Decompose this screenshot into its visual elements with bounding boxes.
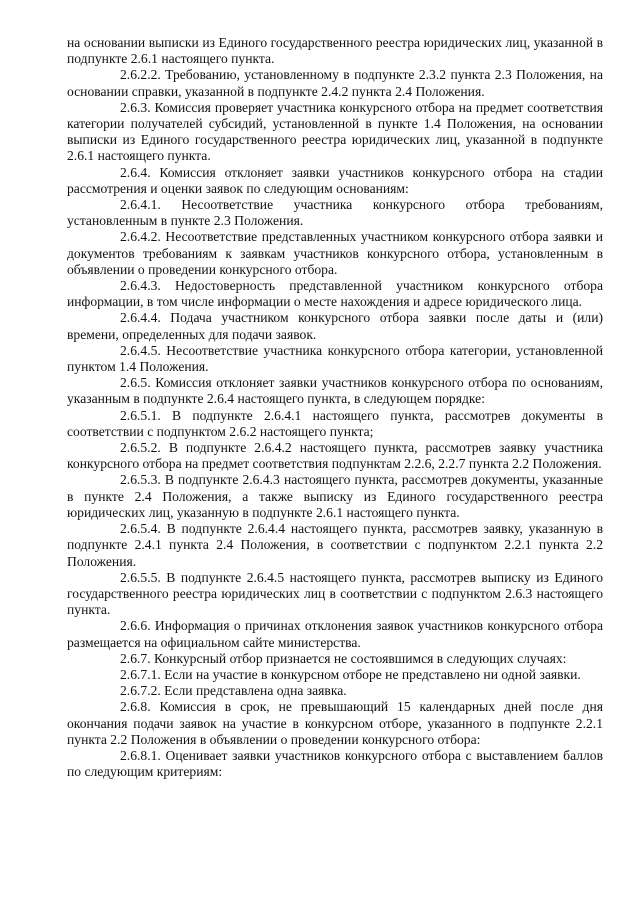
paragraph: 2.6.5.3. В подпункте 2.6.4.3 настоящего пункта, рассмотрев документы, указанные в пункте 2.4 Положения, а также выписку из Единого государственного реестра юридических лиц, указанную в подпункте 2.6.1 настоящего пункта. <box>67 472 603 520</box>
paragraph: 2.6.4. Комиссия отклоняет заявки участников конкурсного отбора на стадии рассмотрения и оценки заявок по следующим основаниям: <box>67 164 603 196</box>
paragraph: 2.6.6. Информация о причинах отклонения заявок участников конкурсного отбора размещается на официальном сайте министерства. <box>67 618 603 650</box>
paragraph: на основании выписки из Единого государственного реестра юридических лиц, указанной в подпункте 2.6.1 настоящего пункта. <box>67 35 603 67</box>
paragraph: 2.6.4.5. Несоответствие участника конкурсного отбора категории, установленной пунктом 1.4 Положения. <box>67 342 603 375</box>
paragraph: 2.6.4.1. Несоответствие участника конкурсного отбора требованиям, установленным в пункте 2.3 Положения. <box>67 197 603 229</box>
paragraph: 2.6.8. Комиссия в срок, не превышающий 15 календарных дней после дня окончания подачи заявок на участие в конкурсном отборе, указанного в подпункте 2.2.1 пункта 2.2 Положения в объявлении о проведении конкурсного отбора: <box>67 699 603 747</box>
paragraph: 2.6.5.1. В подпункте 2.6.4.1 настоящего пункта, рассмотрев документы в соответствии с подпунктом 2.6.2 настоящего пункта; <box>67 407 603 439</box>
paragraph: 2.6.4.2. Несоответствие представленных участником конкурсного отбора заявки и документов требованиям к заявкам участников конкурсного отбора, установленным в объявлении о проведении конкурсного отбора. <box>67 229 603 277</box>
paragraph: 2.6.5.2. В подпункте 2.6.4.2 настоящего пункта, рассмотрев заявку участника конкурсного отбора на предмет соответствия подпунктам 2.2.6, 2.2.7 пункта 2.2 Положения. <box>67 440 603 472</box>
paragraph: 2.6.7. Конкурсный отбор признается не состоявшимся в следующих случаях: <box>120 650 567 666</box>
paragraph: 2.6.3. Комиссия проверяет участника конкурсного отбора на предмет соответствия категории получателей субсидий, установленной в пункте 1.4 Положения, на основании выписки из Единого государственного реестра юридических лиц, указанной в подпункте 2.6.1 настоящего пункта. <box>67 99 603 164</box>
document-page <box>67 35 603 780</box>
paragraph: 2.6.5.5. В подпункте 2.6.4.5 настоящего пункта, рассмотрев выписку из Единого государственного реестра юридических лиц в соответствии с подпунктом 2.6.3 настоящего пункта. <box>67 569 603 618</box>
paragraph: 2.6.4.3. Недостоверность представленной участником конкурсного отбора информации, в том числе информации о месте нахождения и адресе юридического лица. <box>67 278 603 310</box>
paragraph: 2.6.5.4. В подпункте 2.6.4.4 настоящего пункта, рассмотрев заявку, указанную в подпункте 2.4.1 пункта 2.4 Положения, в соответствии с подпунктом 2.2.1 пункта 2.2 Положения. <box>67 521 603 569</box>
paragraph: 2.6.5. Комиссия отклоняет заявки участников конкурсного отбора по основаниям, указанным в подпункте 2.6.4 настоящего пункта, в следующем порядке: <box>67 375 603 407</box>
paragraph: 2.6.4.4. Подача участником конкурсного отбора заявки после даты и (или) времени, определенных для подачи заявок. <box>67 310 603 342</box>
paragraph: 2.6.2.2. Требованию, установленному в подпункте 2.3.2 пункта 2.3 Положения, на основании справки, указанной в подпункте 2.4.2 пункта 2.4 Положения. <box>67 67 603 99</box>
paragraph: 2.6.7.2. Если представлена одна заявка. <box>120 683 347 699</box>
paragraph: 2.6.7.1. Если на участие в конкурсном отборе не представлено ни одной заявки. <box>120 666 581 682</box>
paragraph: 2.6.8.1. Оценивает заявки участников конкурсного отбора с выставлением баллов по следующим критериям: <box>67 747 603 780</box>
